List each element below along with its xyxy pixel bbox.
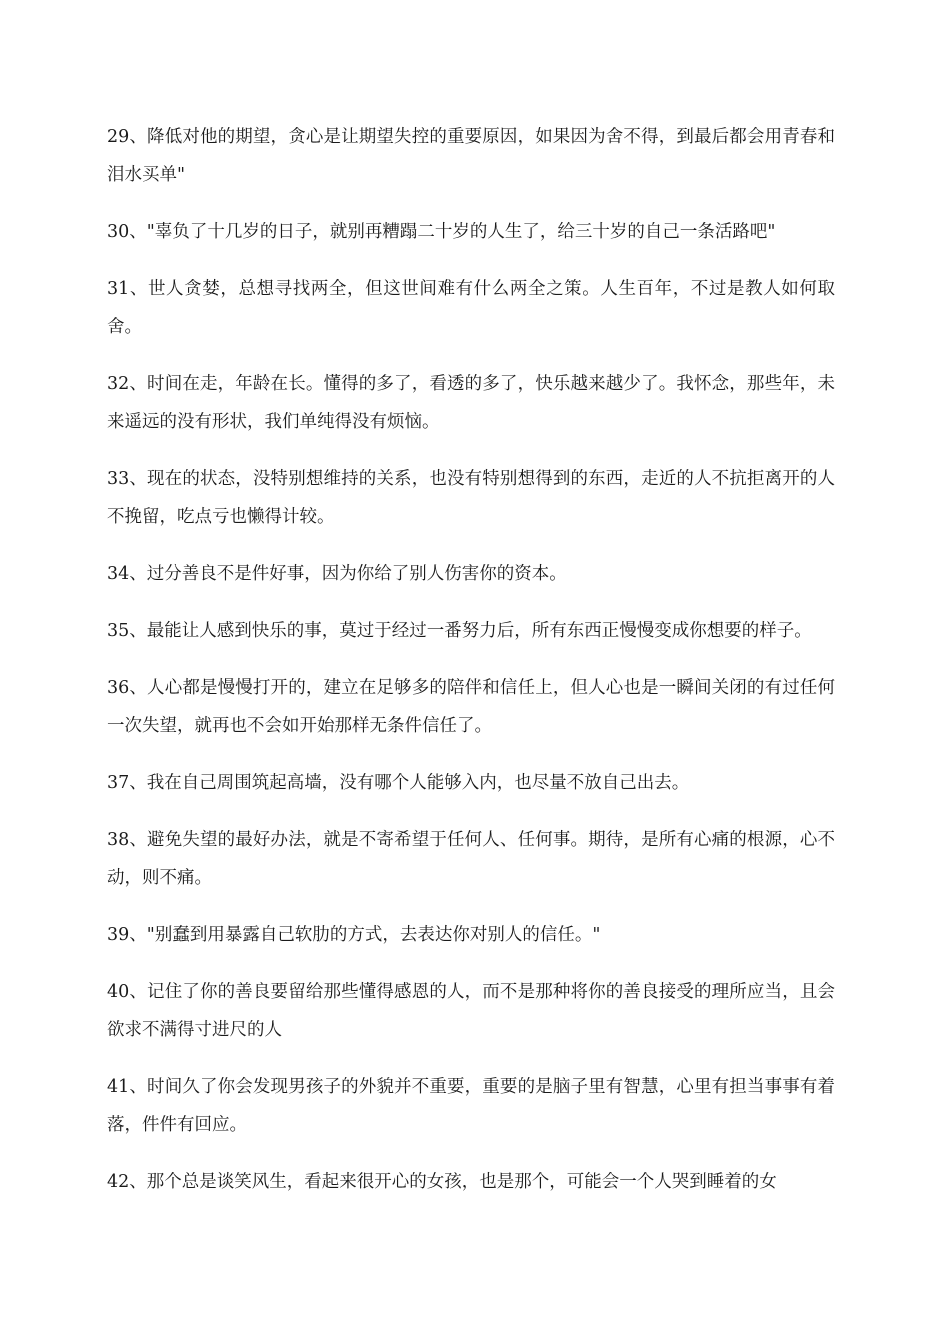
- quote-item-42: 42、那个总是谈笑风生，看起来很开心的女孩，也是那个，可能会一个人哭到睡着的女: [107, 1172, 777, 1192]
- quote-item-36: 36、人心都是慢慢打开的，建立在足够多的陪伴和信任上，但人心也是一瞬间关闭的有过任何一次失望，就再也不会如开始那样无条件信任了。: [107, 678, 835, 736]
- quote-item-40: 40、记住了你的善良要留给那些懂得感恩的人，而不是那种将你的善良接受的理所应当，且会欲求不满得寸进尺的人: [107, 982, 835, 1040]
- quote-item-29: 29、降低对他的期望，贪心是让期望失控的重要原因，如果因为舍不得，到最后都会用青春和泪水买单": [107, 127, 835, 185]
- quote-item-34: 34、过分善良不是件好事，因为你给了别人伤害你的资本。: [107, 564, 567, 584]
- quote-item-31: 31、世人贪婪，总想寻找两全，但这世间难有什么两全之策。人生百年，不过是教人如何取舍。: [107, 279, 835, 337]
- quote-list: [107, 118, 835, 1220]
- quote-item-39: 39、"别蠢到用暴露自己软肋的方式，去表达你对别人的信任。": [107, 925, 601, 945]
- quote-item-41: 41、时间久了你会发现男孩子的外貌并不重要，重要的是脑子里有智慧，心里有担当事事有着落，件件有回应。: [107, 1077, 835, 1135]
- quote-item-35: 35、最能让人感到快乐的事，莫过于经过一番努力后，所有东西正慢慢变成你想要的样子。: [107, 621, 812, 641]
- quote-item-32: 32、时间在走，年龄在长。懂得的多了，看透的多了，快乐越来越少了。我怀念，那些年，未来遥远的没有形状，我们单纯得没有烦恼。: [107, 374, 835, 432]
- quote-item-30: 30、"辜负了十几岁的日子，就别再糟蹋二十岁的人生了，给三十岁的自己一条活路吧": [107, 222, 776, 242]
- quote-item-37: 37、我在自己周围筑起高墙，没有哪个人能够入内，也尽量不放自己出去。: [107, 773, 690, 793]
- quote-item-33: 33、现在的状态，没特别想维持的关系，也没有特别想得到的东西，走近的人不抗拒离开的人不挽留，吃点亏也懒得计较。: [107, 469, 835, 527]
- quote-item-38: 38、避免失望的最好办法，就是不寄希望于任何人、任何事。期待，是所有心痛的根源，心不动，则不痛。: [107, 830, 835, 888]
